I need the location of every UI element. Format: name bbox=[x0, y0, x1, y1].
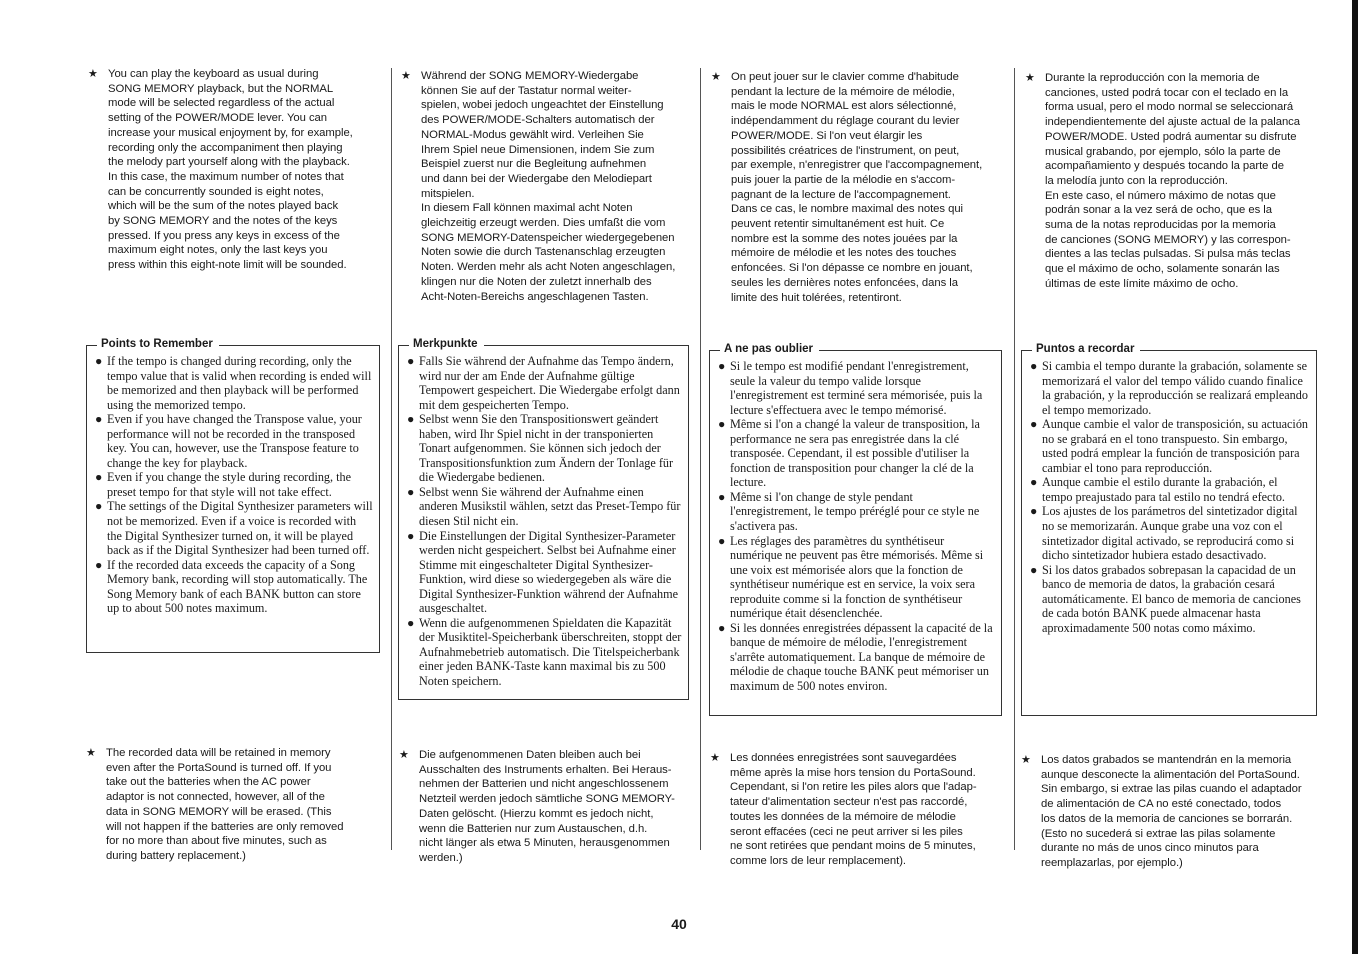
points-box-german bbox=[398, 338, 689, 700]
list-item: ● Even if you change the style during recording, the preset tempo for that style will not take effect. bbox=[95, 470, 352, 499]
intro-paragraph: ★ Während der SONG MEMORY-Wiedergabe können Sie auf der Tastatur normal weiter- spielen, wobei jedoch ungeachtet der Einstellung des POWER/MODE-Schalters automatisch der NORMAL-Modus gewählt wird. Verleihen Sie Ihrem Spiel neue Dimensionen, indem Sie zum Beispiel zuerst nur die Begleitung aufnehmen und dann bei der Wiedergabe den Melodiepart mitspielen. In diesem Fall können maximal acht Noten gleichzeitig erzeugt werden. Dies umfaßt die vom SONG MEMORY-Datenspeicher wiedergegebenen Noten sowie die durch Tastenanschlag erzeugten Noten. Werden mehr als acht Noten angeschlagen, klingen nur die Noten der zuletzt innerhalb des Acht-Noten-Bereichs angeschlagenen Tasten. bbox=[401, 70, 676, 303]
column-french bbox=[711, 70, 1001, 305]
star-icon: ★ bbox=[1025, 72, 1035, 84]
column-english bbox=[88, 67, 378, 273]
bullet-icon: ● bbox=[1030, 475, 1038, 490]
list-item: ● If the tempo is changed during recording, only the tempo value that is valid when recording is ended will be memorized and then playback will be performed using the memorized tempo. bbox=[95, 354, 372, 412]
column-divider bbox=[391, 68, 392, 850]
points-box-spanish bbox=[1021, 343, 1317, 716]
memory-retention-paragraph: ★ Les données enregistrées sont sauvegardées même après la mise hors tension du PortaSound. Cependant, si l'on retire les piles alors que l'adap- tateur d'alimentation secteur n'est pas raccordé, toutes les données de la mémoire de mélodie seront effacées (ceci ne peut arriver si les piles ne sont retirées que pendant moins de 5 minutes, comme lors de leur remplacement). bbox=[710, 752, 977, 867]
list-item: ● If the recorded data exceeds the capacity of a Song Memory bank, recording will stop automatically. The Song Memory bank of each BANK button can store up to about 500 notes maximum. bbox=[95, 557, 368, 616]
column-divider bbox=[700, 68, 701, 850]
intro-paragraph: ★ You can play the keyboard as usual during SONG MEMORY playback, but the NORMAL mode will be selected regardless of the actual setting of the POWER/MODE lever. You can increase your musical enjoyment by, for example, recording only the accompaniment then playing the melody part yourself along with the playback. In this case, the maximum number of notes that can be concurrently sounded is eight notes, which will be the sum of the notes played back by SONG MEMORY and the notes of the keys pressed. If you press any keys in excess of the maximum eight notes, only the last keys you press within this eight-note limit will be sounded. bbox=[88, 68, 353, 272]
bullet-icon: ● bbox=[718, 620, 726, 635]
list-item: ● Even if you have changed the Transpose value, your performance will not be recorded in the transposed key. You can, however, use the Transpose feature to change the key for playback. bbox=[95, 412, 362, 470]
box-title: Merkpunkte bbox=[409, 337, 484, 351]
star-icon: ★ bbox=[1021, 754, 1031, 766]
bullet-icon: ● bbox=[95, 499, 103, 514]
star-icon: ★ bbox=[399, 749, 409, 761]
points-box-english bbox=[86, 338, 380, 653]
list-item: ● Selbst wenn Sie den Transpositionswert geändert haben, wird Ihr Spiel nicht in der transponierten Tonart aufgenommen. Sie können sich jedoch der Transpositionsfunktion zum Ändern der Tonlage für die Wiedergabe bedienen. bbox=[407, 412, 674, 485]
bullet-icon: ● bbox=[407, 615, 415, 630]
intro-paragraph: ★ Durante la reproducción con la memoria de canciones, usted podrá tocar con el teclado en la forma usual, pero el modo normal se seleccionará independientemente del ajuste actual de la palanca POWER/MODE. Usted podrá aumentar su disfrute musical grabando, por ejemplo, sólo la parte de acompañamiento y después tocando la parte de la melodía junto con la reproducción. En este caso, el número máximo de notas que podrán sonar a la vez será de ocho, que es la suma de la notas reproducidas por la memoria de canciones (SONG MEMORY) y las correspon- dientes a las teclas pulsadas. Si pulsa más teclas que el máximo de ocho, solamente sonarán las últimas de este límite máximo de ocho. bbox=[1025, 72, 1301, 290]
list-item: ● Die Einstellungen der Digital Synthesizer-Parameter werden nicht gespeichert. Selbst bei Aufnahme einer Stimme mit eingeschalteter Digital Synthesizer-Funktion, wird diese so wiedergegeben als wäre die Digital Synthesizer-Funktion während der Aufnahme ausgeschaltet. bbox=[407, 528, 679, 616]
bullet-list bbox=[95, 354, 373, 616]
bullet-icon: ● bbox=[407, 528, 415, 543]
list-item: ● Wenn die aufgenommenen Spieldaten die Kapazität der Musiktitel-Speicherbank überschreiten, stoppt der Aufnahmebetrieb automatisch. Die Titelspeicherbank einer jeden BANK-Taste kann maximal bis zu 500 Noten speichern. bbox=[407, 615, 682, 689]
bullet-icon: ● bbox=[1030, 504, 1038, 519]
intro-paragraph: ★ On peut jouer sur le clavier comme d'habitude pendant la lecture de la mémoire de mélodie, mais le mode NORMAL est alors sélectionné, indépendamment du réglage courant du levier POWER/MODE. Si l'on veut élargir les possibilités créatrices de l'instrument, on peut, par exemple, n'enregistrer que l'accompagnement, puis jouer la partie de la mélodie en s'accom- pagnant de la lecture de l'accompagnement. Dans ce cas, le nombre maximal des notes qui peuvent retentir simultanément est huit. Ce nombre est la somme des notes jouées par la mémoire de mélodie et les notes des touches enfoncées. Si l'on dépasse ce nombre en jouant, seules les dernières notes enfoncées, dans la limite des huit tolérées, retentiront. bbox=[711, 71, 983, 304]
bullet-icon: ● bbox=[95, 354, 103, 368]
bullet-list bbox=[718, 359, 995, 694]
list-item: ● Selbst wenn Sie während der Aufnahme einen anderen Musikstil wählen, setzt das Preset-Tempo für diesen Stil nicht ein. bbox=[407, 484, 681, 529]
bullet-icon: ● bbox=[718, 417, 726, 432]
bullet-icon: ● bbox=[718, 489, 726, 504]
bullet-icon: ● bbox=[407, 354, 415, 368]
list-item: ● Si le tempo est modifié pendant l'enregistrement, seule la valeur du tempo valide lorsque l'enregistrement est terminé sera mémorisée, puis la lecture s'effectuera avec le tempo mémorisé. bbox=[718, 359, 983, 417]
list-item: ● Aunque cambie el estilo durante la grabación, el tempo preajustado para tal estilo no tendrá efecto. bbox=[1030, 475, 1285, 504]
star-icon: ★ bbox=[401, 70, 411, 82]
list-item: ● Si los datos grabados sobrepasan la capacidad de un banco de memoria de datos, la grabación cesará automáticamente. El banco de memoria de canciones de cada botón BANK puede almacenar hasta aproximadamente 500 notas como máximo. bbox=[1030, 562, 1301, 635]
star-icon: ★ bbox=[711, 71, 721, 83]
list-item: ● Aunque cambie el valor de transposición, su actuación no se grabará en el tono transpuesto. Sin embargo, usted podrá emplear la función de transposición para cambiar el tono para reproducción. bbox=[1030, 417, 1309, 475]
column-french-footer bbox=[710, 751, 1000, 869]
bullet-icon: ● bbox=[95, 557, 103, 572]
column-german bbox=[401, 69, 691, 304]
column-spanish-footer bbox=[1021, 753, 1311, 871]
bullet-icon: ● bbox=[718, 359, 726, 373]
list-item: ● Si les données enregistrées dépassent la capacité de la banque de mémoire de mélodie, l'enregistrement s'arrête automatiquement. La banque de mémoire de mélodie de chaque touche BANK peut mémoriser un maximum de 500 notes environ. bbox=[718, 620, 993, 694]
bullet-icon: ● bbox=[95, 412, 103, 427]
list-item: ● Même si l'on change de style pendant l'enregistrement, le tempo préréglé pour ce style ne s'activera pas. bbox=[718, 489, 980, 534]
memory-retention-paragraph: ★ The recorded data will be retained in memory even after the PortaSound is turned off. If you take out the batteries when the AC power adaptor is not connected, however, all of the data in SONG MEMORY will be erased. (This will not happen if the batteries are only removed for no more than about five minutes, such as during battery replacement.) bbox=[86, 747, 344, 862]
bullet-icon: ● bbox=[1030, 359, 1038, 373]
bullet-icon: ● bbox=[1030, 417, 1038, 432]
memory-retention-paragraph: ★ Los datos grabados se mantendrán en la memoria aunque desconecte la alimentación del PortaSound. Sin embargo, si extrae las pilas cuando el adaptador de alimentación de CA no esté conectado, todos los datos de la memoria de canciones se borrarán. (Esto no sucederá si extrae las pilas solamente durante no más de unos cinco minutos para reemplazarlas, por ejemplo.) bbox=[1021, 754, 1302, 869]
bullet-icon: ● bbox=[407, 412, 415, 427]
list-item: ● Los ajustes de los parámetros del sintetizador digital no se memorizarán. Aunque grabe una voz con el sintetizador digital activado, se reproducirá como si dicho sintetizador hubiera estado desactivado. bbox=[1030, 504, 1298, 563]
bullet-list bbox=[407, 354, 682, 689]
star-icon: ★ bbox=[88, 68, 98, 80]
box-title: Points to Remember bbox=[97, 337, 219, 351]
list-item: ● The settings of the Digital Synthesizer parameters will not be memorized. Even if a voice is recorded with the Digital Synthesizer turned on, it will be played back as if the Digital Synthesizer had been turned off. bbox=[95, 499, 373, 558]
column-spanish bbox=[1025, 71, 1315, 292]
page-edge-shadow bbox=[1352, 0, 1358, 954]
star-icon: ★ bbox=[710, 752, 720, 764]
points-box-french bbox=[709, 343, 1002, 716]
list-item: ● Si cambia el tempo durante la grabación, solamente se memorizará el valor del tempo válido cuando finalice la grabación, y la reproducción se realizará empleando el tempo memorizado. bbox=[1030, 359, 1308, 417]
bullet-icon: ● bbox=[1030, 562, 1038, 577]
bullet-list bbox=[1030, 359, 1310, 635]
star-icon: ★ bbox=[86, 747, 96, 759]
box-title: A ne pas oublier bbox=[720, 342, 819, 356]
page-number: 40 bbox=[671, 916, 687, 932]
bullet-icon: ● bbox=[718, 533, 726, 548]
list-item: ● Falls Sie während der Aufnahme das Tempo ändern, wird nur der am Ende der Aufnahme gültige Tempowert gespeichert. Die Wiedergabe erfolgt dann mit dem gespeicherten Tempo. bbox=[407, 354, 680, 412]
memory-retention-paragraph: ★ Die aufgenommenen Daten bleiben auch bei Ausschalten des Instruments erhalten. Bei Heraus- nehmen der Batterien und nicht angeschlossenem Netzteil werden jedoch sämtliche SONG MEMORY- Daten gelöscht. (Hierzu kommt es jedoch nicht, wenn die Batterien nur zum Austauschen, d.h. nicht länger als etwa 5 Minuten, herausgenommen werden.) bbox=[399, 749, 675, 864]
column-divider bbox=[1014, 68, 1015, 850]
list-item: ● Même si l'on a changé la valeur de transposition, la performance ne sera pas enregistrée dans la clé transposée. Cependant, il est possible d'utiliser la fonction de transposition pour changer la clé de la lecture. bbox=[718, 417, 980, 490]
column-german-footer bbox=[399, 748, 689, 866]
box-title: Puntos a recordar bbox=[1032, 342, 1140, 356]
column-english-footer bbox=[86, 746, 376, 864]
list-item: ● Les réglages des paramètres du synthétiseur numérique ne peuvent pas être mémorisés. Même si une voix est mémorisée alors que la fonction de synthétiseur numérique est en service, la voix sera reproduite comme si la fonction de synthétiseur numérique était désenclenchée. bbox=[718, 533, 984, 621]
bullet-icon: ● bbox=[407, 484, 415, 499]
bullet-icon: ● bbox=[95, 470, 103, 485]
